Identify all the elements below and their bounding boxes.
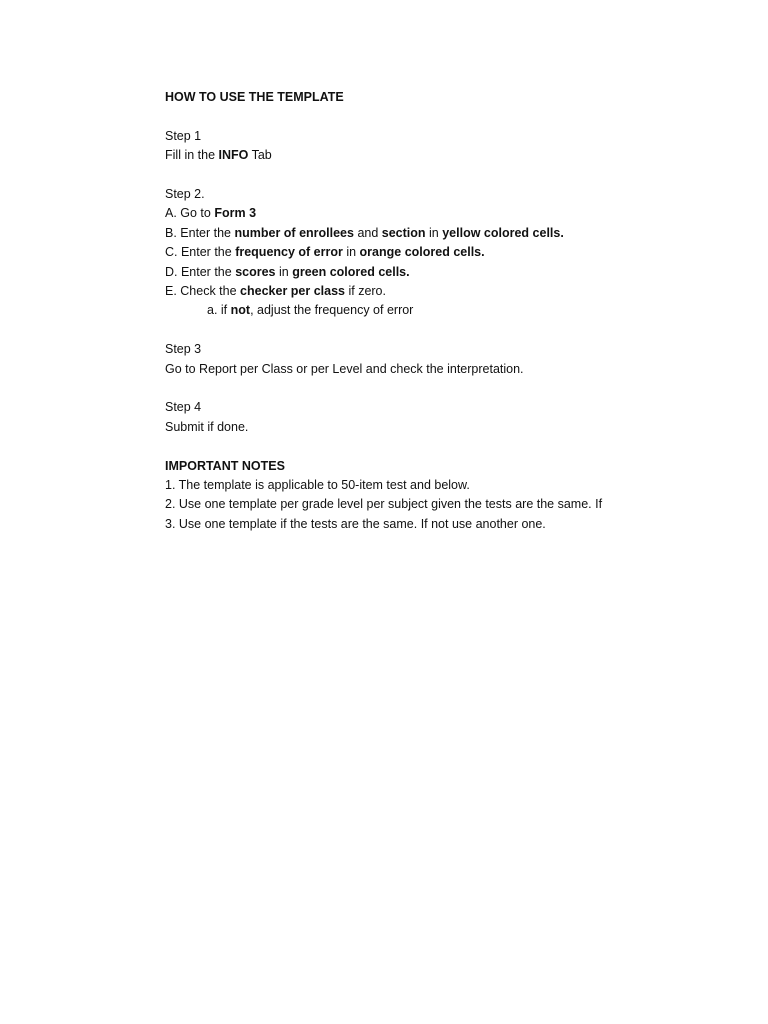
spacer — [165, 321, 745, 340]
spacer — [165, 437, 745, 456]
step1-instruction: Fill in the INFO Tab — [165, 148, 272, 163]
step2-item-a: A. Go to Form 3 — [165, 206, 257, 221]
step2-item-b: B. Enter the number of enrollees and section in yellow colored cells. — [165, 225, 564, 240]
step4-instruction: Submit if done. — [165, 419, 249, 434]
step2-heading: Step 2. — [165, 187, 205, 201]
spacer — [165, 107, 745, 126]
step2-item-e-sub: a. if not, adjust the frequency of error — [207, 303, 414, 318]
note-item: 1. The template is applicable to 50-item test and below. — [165, 478, 470, 493]
spacer — [165, 379, 745, 398]
step2-item-c: C. Enter the frequency of error in orange colored cells. — [165, 245, 485, 260]
document-title: HOW TO USE THE TEMPLATE — [165, 90, 344, 104]
step3-instruction: Go to Report per Class or per Level and check the interpretation. — [165, 361, 524, 376]
notes-heading: IMPORTANT NOTES — [165, 458, 285, 473]
step3-heading: Step 3 — [165, 342, 202, 357]
note-item: 3. Use one template if the tests are the same. If not use another one. — [165, 516, 546, 531]
step4-heading: Step 4 — [165, 400, 202, 415]
step2-item-d: D. Enter the scores in green colored cells. — [165, 264, 410, 279]
note-item: 2. Use one template per grade level per subject given the tests are the same. If — [165, 497, 603, 512]
step1-heading: Step 1 — [165, 128, 202, 143]
spacer — [165, 166, 745, 185]
step2-item-e: E. Check the checker per class if zero. — [165, 284, 386, 299]
document-page — [165, 88, 745, 534]
